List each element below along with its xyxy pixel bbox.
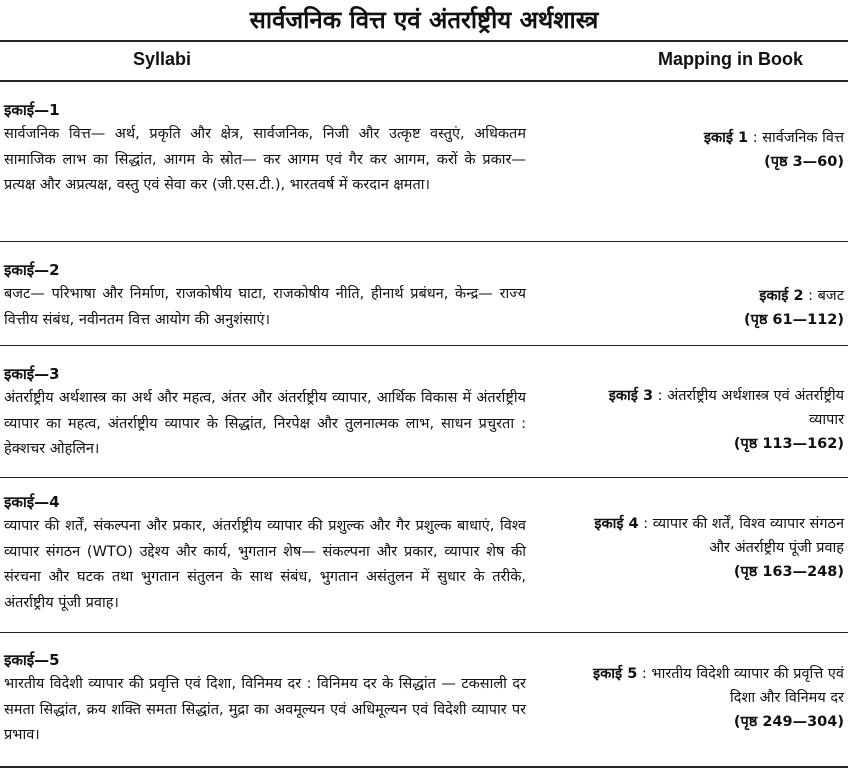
unit-row-2 bbox=[0, 260, 848, 340]
unit-mapping bbox=[594, 384, 844, 456]
mapping-pages: (पृष्ठ 61—112) bbox=[743, 312, 844, 328]
mapping-pages: (पृष्ठ 113—162) bbox=[733, 436, 844, 452]
unit-description: अंतर्राष्ट्रीय अर्थशास्त्र का अर्थ और महत्व, अंतर और अंतर्राष्ट्रीय व्यापार, आर्थिक विकास में अंतर्राष्ट्रीय व्यापार का महत्व, अंतर्राष्ट्रीय व्यापार के सिद्धांत, निरपेक्ष और तुलनात्मक लाभ, साधन प्रचुरता : हेक्शचर ओहलिन। bbox=[4, 390, 526, 457]
divider bbox=[0, 766, 848, 768]
unit-mapping bbox=[582, 662, 844, 734]
mapping-unit-label: इकाई 2 bbox=[759, 288, 804, 304]
mapping-pages: (पृष्ठ 249—304) bbox=[733, 714, 844, 730]
table-header bbox=[0, 42, 848, 78]
mapping-column-header: Mapping in Book bbox=[658, 49, 803, 69]
mapping-unit-label: इकाई 5 bbox=[593, 666, 638, 682]
divider bbox=[0, 241, 848, 242]
unit-row-1 bbox=[0, 100, 848, 240]
mapping-text: : बजट bbox=[803, 288, 844, 304]
unit-mapping bbox=[574, 284, 844, 332]
mapping-text: : अंतर्राष्ट्रीय अर्थशास्त्र एवं अंतर्राष्ट्रीय व्यापार bbox=[653, 388, 844, 428]
unit-title: इकाई—3 bbox=[4, 365, 60, 383]
unit-row-5 bbox=[0, 650, 848, 760]
divider bbox=[0, 80, 848, 82]
unit-title: इकाई—4 bbox=[4, 493, 60, 511]
divider bbox=[0, 345, 848, 346]
divider bbox=[0, 477, 848, 478]
mapping-unit-label: इकाई 1 bbox=[703, 130, 749, 146]
mapping-text: : भारतीय विदेशी व्यापार की प्रवृत्ति एवं दिशा और विनिमय दर bbox=[637, 666, 844, 706]
unit-title: इकाई—1 bbox=[4, 101, 60, 119]
unit-row-3 bbox=[0, 364, 848, 474]
unit-description: बजट— परिभाषा और निर्माण, राजकोषीय घाटा, राजकोषीय नीति, हीनार्थ प्रबंधन, केन्द्र— राज्य वित्तीय संबंध, नवीनतम वित्त आयोग की अनुशंसाएं। bbox=[4, 286, 526, 328]
mapping-pages: (पृष्ठ 163—248) bbox=[733, 564, 844, 580]
divider bbox=[0, 632, 848, 633]
mapping-text: : व्यापार की शर्तें, विश्व व्यापार संगठन और अंतर्राष्ट्रीय पूंजी प्रवाह bbox=[638, 516, 844, 556]
unit-row-4 bbox=[0, 492, 848, 627]
mapping-unit-label: इकाई 3 bbox=[608, 388, 654, 404]
page-title: सार्वजनिक वित्त एवं अंतर्राष्ट्रीय अर्थशास्त्र bbox=[249, 6, 599, 34]
mapping-pages: (पृष्ठ 3—60) bbox=[764, 154, 844, 170]
unit-mapping bbox=[594, 512, 844, 584]
mapping-unit-label: इकाई 4 bbox=[594, 516, 639, 532]
mapping-text: : सार्वजनिक वित्त bbox=[748, 130, 844, 146]
syllabi-column-header: Syllabi bbox=[133, 49, 192, 69]
unit-description: सार्वजनिक वित्त— अर्थ, प्रकृति और क्षेत्र, सार्वजनिक, निजी और उत्कृष्ट वस्तुएं, अधिकतम सामाजिक लाभ का सिद्धांत, आगम के स्रोत— कर आगम एवं गैर कर आगम, करों के प्रकार— प्रत्यक्ष और अप्रत्यक्ष, वस्तु एवं सेवा कर (जी.एस.टी.), भारतवर्ष में करदान क्षमता। bbox=[4, 126, 526, 193]
unit-description: भारतीय विदेशी व्यापार की प्रवृत्ति एवं दिशा, विनिमय दर : विनिमय दर के सिद्धांत — टकसाली दर समता सिद्धांत, क्रय शक्ति समता सिद्धांत, मुद्रा का अवमूल्यन एवं अधिमूल्यन एवं विदेशी व्यापार पर प्रभाव। bbox=[4, 676, 526, 743]
unit-description: व्यापार की शर्तें, संकल्पना और प्रकार, अंतर्राष्ट्रीय व्यापार की प्रशुल्क और गैर प्रशुल्क बाधाएं, विश्व व्यापार संगठन (WTO) उद्देश्य और कार्य, भुगतान शेष— संकल्पना और प्रकार, व्यापार शेष की संरचना और घटक तथा भुगतान संतुलन के साथ संबंध, भुगतान असंतुलन में सुधार के तरीके, अंतर्राष्ट्रीय पूंजी प्रवाह। bbox=[4, 518, 526, 611]
unit-mapping bbox=[574, 126, 844, 174]
unit-title: इकाई—2 bbox=[4, 261, 60, 279]
unit-title: इकाई—5 bbox=[4, 651, 60, 669]
